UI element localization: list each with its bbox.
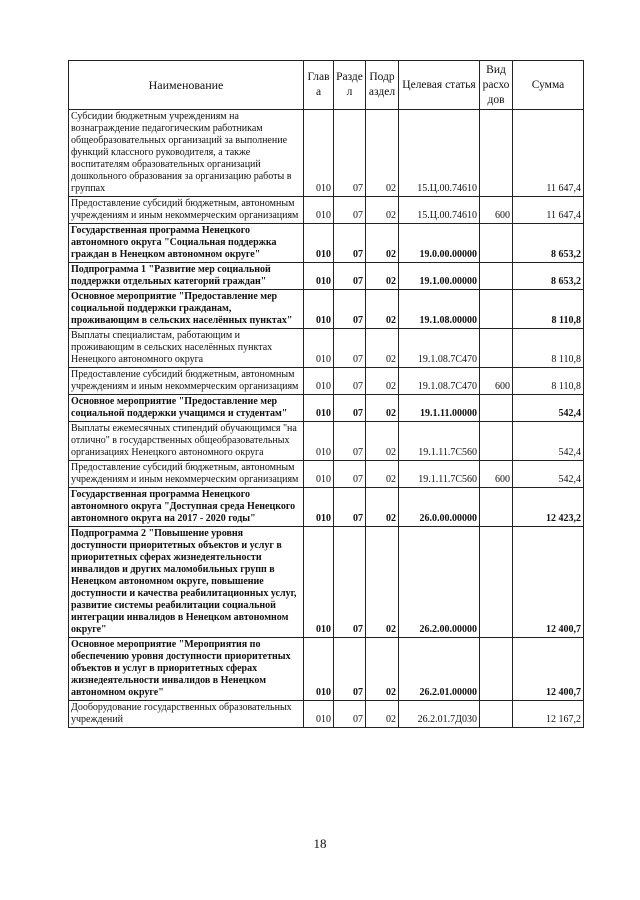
table-row	[69, 368, 584, 395]
row-type-cell: 600	[480, 368, 513, 395]
header-sum: Сумма	[513, 61, 584, 110]
page-number: 18	[313, 836, 327, 851]
row-name-cell: Предоставление субсидий бюджетным, автономным учреждениям и иным некоммерческим организациям	[69, 197, 304, 224]
row-chapter-cell: 010	[304, 527, 334, 638]
row-sum-cell: 12 400,7	[513, 527, 584, 638]
row-target-cell: 15.Ц.00.74610	[399, 197, 480, 224]
row-section-cell: 07	[334, 110, 366, 197]
row-subsection-cell: 02	[366, 395, 399, 422]
row-section-cell: 07	[334, 461, 366, 488]
table-row	[69, 197, 584, 224]
row-sum-cell: 8 110,8	[513, 368, 584, 395]
row-subsection-cell: 02	[366, 290, 399, 329]
row-chapter-cell: 010	[304, 263, 334, 290]
row-name-cell: Подпрограмма 2 "Повышение уровня доступности приоритетных объектов и услуг в приоритетных сферах жизнедеятельности инвалидов и других маломобильных групп в Ненецком автономном округе, повышение доступности и качества реабилитационных услуг, развитие системы реабилитации социальной интеграции инвалидов в Ненецком автономном округе"	[69, 527, 304, 638]
row-type-cell	[480, 422, 513, 461]
row-name-cell: Выплаты ежемесячных стипендий обучающимся "на отлично" в государственных общеобразовательных организациях Ненецкого автономного округа	[69, 422, 304, 461]
row-name-cell: Основное мероприятие "Предоставление мер социальной поддержки гражданам, проживающим в сельских населённых пунктах"	[69, 290, 304, 329]
row-type-cell	[480, 290, 513, 329]
table-row	[69, 290, 584, 329]
row-section-cell: 07	[334, 395, 366, 422]
row-chapter-cell: 010	[304, 488, 334, 527]
row-target-cell: 19.1.11.7С560	[399, 422, 480, 461]
header-type: Вид расхо дов	[480, 61, 513, 110]
row-name-cell: Основное мероприятие "Мероприятия по обеспечению уровня доступности приоритетных объектов и услуг в приоритетных сферах жизнедеятельности инвалидов в Ненецком автономном округе"	[69, 638, 304, 701]
header-section: Разде л	[334, 61, 366, 110]
row-target-cell: 26.0.00.00000	[399, 488, 480, 527]
row-subsection-cell: 02	[366, 329, 399, 368]
row-subsection-cell: 02	[366, 701, 399, 728]
row-subsection-cell: 02	[366, 263, 399, 290]
row-subsection-cell: 02	[366, 461, 399, 488]
row-type-cell	[480, 263, 513, 290]
header-subsection: Подр аздел	[366, 61, 399, 110]
row-type-cell: 600	[480, 461, 513, 488]
header-name: Наименование	[69, 61, 304, 110]
row-section-cell: 07	[334, 329, 366, 368]
row-section-cell: 07	[334, 701, 366, 728]
row-section-cell: 07	[334, 422, 366, 461]
row-type-cell	[480, 527, 513, 638]
table-body	[69, 110, 584, 728]
table-row	[69, 527, 584, 638]
table-row	[69, 329, 584, 368]
row-target-cell: 26.2.00.00000	[399, 527, 480, 638]
table-row	[69, 422, 584, 461]
row-sum-cell: 11 647,4	[513, 197, 584, 224]
row-type-cell: 600	[480, 197, 513, 224]
row-name-cell: Предоставление субсидий бюджетным, автономным учреждениям и иным некоммерческим организациям	[69, 461, 304, 488]
table-header-row	[69, 61, 584, 110]
row-target-cell: 19.1.08.7С470	[399, 368, 480, 395]
table-row	[69, 461, 584, 488]
row-name-cell: Выплаты специалистам, работающим и проживающим в сельских населённых пунктах Ненецкого автономного округа	[69, 329, 304, 368]
row-target-cell: 26.2.01.00000	[399, 638, 480, 701]
row-sum-cell: 12 167,2	[513, 701, 584, 728]
row-section-cell: 07	[334, 488, 366, 527]
row-name-cell: Дооборудование государственных образовательных учреждений	[69, 701, 304, 728]
row-sum-cell: 542,4	[513, 422, 584, 461]
row-chapter-cell: 010	[304, 329, 334, 368]
row-sum-cell: 12 423,2	[513, 488, 584, 527]
row-target-cell: 19.1.08.7С470	[399, 329, 480, 368]
row-subsection-cell: 02	[366, 488, 399, 527]
table-row	[69, 395, 584, 422]
header-target: Целевая статья	[399, 61, 480, 110]
row-chapter-cell: 010	[304, 638, 334, 701]
row-name-cell: Основное мероприятие "Предоставление мер социальной поддержки учащимся и студентам"	[69, 395, 304, 422]
table-row	[69, 110, 584, 197]
row-type-cell	[480, 488, 513, 527]
row-type-cell	[480, 395, 513, 422]
row-name-cell: Предоставление субсидий бюджетным, автономным учреждениям и иным некоммерческим организациям	[69, 368, 304, 395]
row-type-cell	[480, 224, 513, 263]
row-sum-cell: 542,4	[513, 461, 584, 488]
budget-table	[68, 60, 584, 728]
row-target-cell: 19.1.11.00000	[399, 395, 480, 422]
row-sum-cell: 8 653,2	[513, 263, 584, 290]
row-type-cell	[480, 701, 513, 728]
row-subsection-cell: 02	[366, 527, 399, 638]
row-name-cell: Государственная программа Ненецкого автономного округа "Социальная поддержка граждан в Ненецком автономном округе"	[69, 224, 304, 263]
row-sum-cell: 8 110,8	[513, 290, 584, 329]
row-type-cell	[480, 638, 513, 701]
row-sum-cell: 8 653,2	[513, 224, 584, 263]
row-section-cell: 07	[334, 368, 366, 395]
row-section-cell: 07	[334, 638, 366, 701]
table-row	[69, 224, 584, 263]
row-chapter-cell: 010	[304, 368, 334, 395]
row-type-cell	[480, 110, 513, 197]
table-row	[69, 263, 584, 290]
row-subsection-cell: 02	[366, 110, 399, 197]
row-chapter-cell: 010	[304, 110, 334, 197]
row-section-cell: 07	[334, 197, 366, 224]
row-target-cell: 19.0.00.00000	[399, 224, 480, 263]
row-sum-cell: 12 400,7	[513, 638, 584, 701]
row-name-cell: Субсидии бюджетным учреждениям на вознаграждение педагогическим работникам общеобразовательных организаций за выполнение функций классного руководителя, а также воспитателям образовательных организаций дошкольного образования за организацию работы в группах	[69, 110, 304, 197]
row-sum-cell: 11 647,4	[513, 110, 584, 197]
row-chapter-cell: 010	[304, 290, 334, 329]
row-chapter-cell: 010	[304, 224, 334, 263]
row-subsection-cell: 02	[366, 368, 399, 395]
row-chapter-cell: 010	[304, 461, 334, 488]
row-sum-cell: 542,4	[513, 395, 584, 422]
row-section-cell: 07	[334, 527, 366, 638]
row-chapter-cell: 010	[304, 197, 334, 224]
row-section-cell: 07	[334, 224, 366, 263]
row-subsection-cell: 02	[366, 638, 399, 701]
row-sum-cell: 8 110,8	[513, 329, 584, 368]
row-target-cell: 19.1.08.00000	[399, 290, 480, 329]
row-section-cell: 07	[334, 290, 366, 329]
row-chapter-cell: 010	[304, 395, 334, 422]
row-target-cell: 19.1.11.7С560	[399, 461, 480, 488]
header-chapter: Глав а	[304, 61, 334, 110]
row-name-cell: Государственная программа Ненецкого автономного округа "Доступная среда Ненецкого автономного округа на 2017 - 2020 годы"	[69, 488, 304, 527]
row-target-cell: 26.2.01.7Д030	[399, 701, 480, 728]
row-subsection-cell: 02	[366, 224, 399, 263]
row-name-cell: Подпрограмма 1 "Развитие мер социальной поддержки отдельных категорий граждан"	[69, 263, 304, 290]
row-type-cell	[480, 329, 513, 368]
row-section-cell: 07	[334, 263, 366, 290]
row-chapter-cell: 010	[304, 422, 334, 461]
row-chapter-cell: 010	[304, 701, 334, 728]
table-row	[69, 701, 584, 728]
table-row	[69, 638, 584, 701]
table-row	[69, 488, 584, 527]
row-subsection-cell: 02	[366, 422, 399, 461]
row-subsection-cell: 02	[366, 197, 399, 224]
row-target-cell: 19.1.00.00000	[399, 263, 480, 290]
row-target-cell: 15.Ц.00.74610	[399, 110, 480, 197]
